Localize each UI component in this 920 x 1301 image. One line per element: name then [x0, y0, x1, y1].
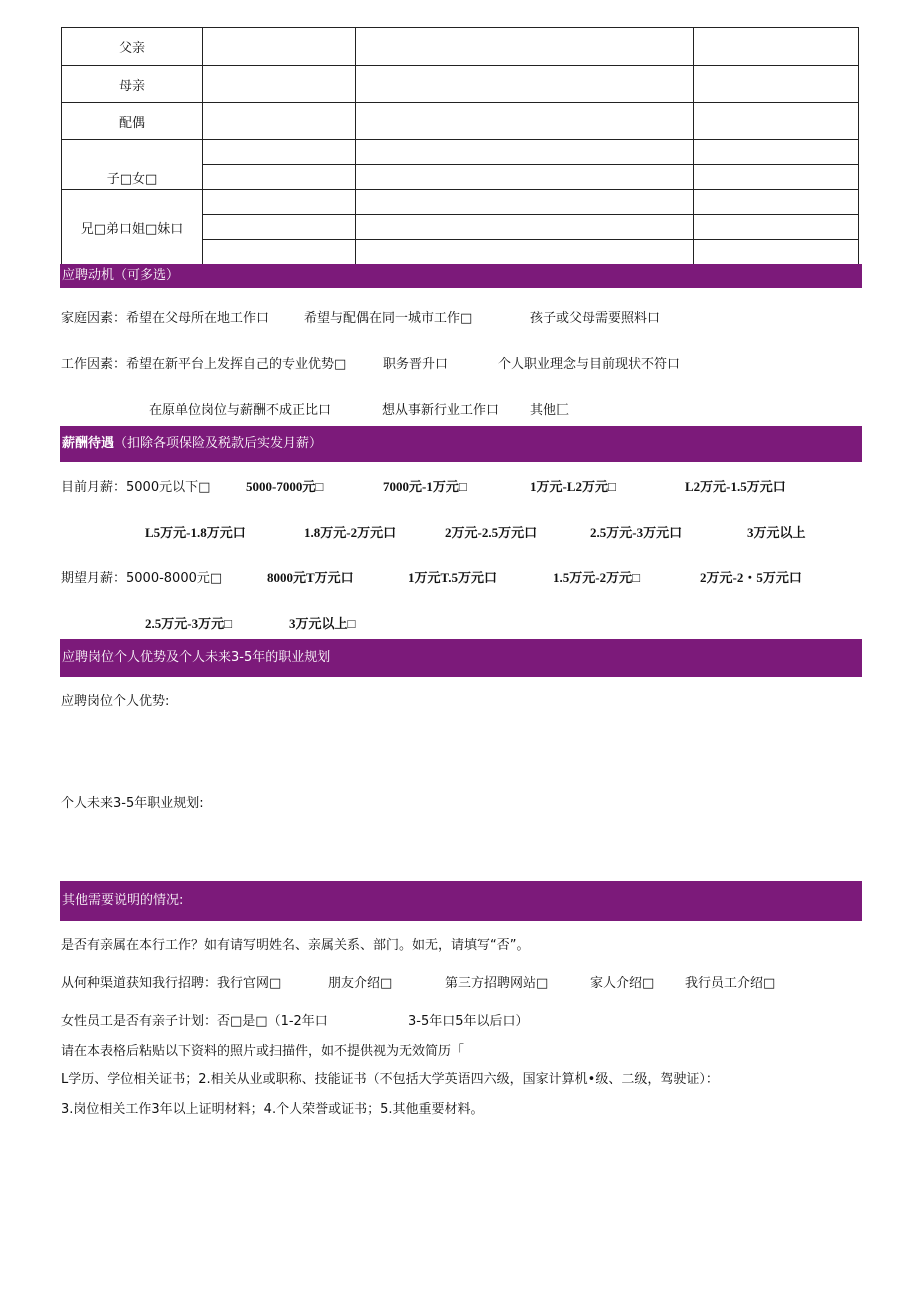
motivation-option[interactable]: 家庭因素：希望在父母所在地工作口: [61, 311, 270, 326]
salary-header-title: 薪酬待遇: [62, 436, 115, 451]
expected-salary-option[interactable]: 期望月薪：5000-8000元□: [61, 571, 223, 586]
table-cell[interactable]: [203, 66, 356, 103]
career-header-text: 应聘岗位个人优势及个人未来3-5年的职业规划: [62, 650, 331, 665]
row-label-siblings: 兄□弟口姐□妹口: [62, 190, 203, 265]
parent-plan-question[interactable]: 女性员工是否有亲子计划：否□是□（1-2年口: [61, 1014, 328, 1029]
table-cell[interactable]: [203, 240, 356, 265]
channel-option[interactable]: 我行员工介绍□: [685, 976, 776, 991]
motivation-header-text: 应聘动机（可多选）: [62, 268, 180, 283]
family-table: [61, 27, 859, 265]
motivation-option[interactable]: 在原单位岗位与薪酬不成正比口: [149, 403, 332, 418]
advantage-label: 应聘岗位个人优势:: [61, 694, 170, 709]
table-cell[interactable]: [694, 140, 859, 165]
attachment-list-2: 3.岗位相关工作3年以上证明材料；4.个人荣誉或证书；5.其他重要材料。: [61, 1102, 484, 1117]
table-cell[interactable]: [356, 28, 694, 66]
channel-option[interactable]: 从何种渠道获知我行招聘：我行官网□: [61, 976, 282, 991]
table-cell[interactable]: [203, 190, 356, 215]
attachment-note: 请在本表格后粘贴以下资料的照片或扫描件，如不提供视为无效简历「: [61, 1044, 465, 1059]
table-cell[interactable]: [694, 165, 859, 190]
row-label-spouse: 配偶: [62, 103, 203, 140]
table-cell[interactable]: [356, 190, 694, 215]
table-cell[interactable]: [203, 215, 356, 240]
career-header: [60, 639, 862, 677]
current-salary-option[interactable]: 1万元-L2万元□: [530, 479, 616, 494]
current-salary-option[interactable]: 1.8万元-2万元口: [304, 525, 397, 540]
row-label-children: 子□女□: [62, 140, 203, 190]
current-salary-option[interactable]: L2万元-1.5万元口: [685, 479, 786, 494]
table-cell[interactable]: [356, 66, 694, 103]
current-salary-option[interactable]: 2万元-2.5万元口: [445, 525, 538, 540]
table-cell[interactable]: [356, 240, 694, 265]
other-header: [60, 881, 862, 921]
current-salary-option[interactable]: 目前月薪：5000元以下□: [61, 480, 211, 495]
motivation-option[interactable]: 工作因素：希望在新平台上发挥自己的专业优势□: [61, 357, 347, 372]
expected-salary-option[interactable]: 8000元T万元口: [267, 570, 354, 585]
table-cell[interactable]: [203, 28, 356, 66]
expected-salary-option[interactable]: 1.5万元-2万元□: [553, 570, 640, 585]
table-cell[interactable]: [356, 165, 694, 190]
row-label-father: 父亲: [62, 28, 203, 66]
salary-header-note: （扣除各项保险及税款后实发月薪）: [114, 436, 323, 451]
table-cell[interactable]: [694, 240, 859, 265]
salary-header: [60, 426, 862, 462]
table-cell[interactable]: [694, 190, 859, 215]
expected-salary-option[interactable]: 1万元T.5万元口: [408, 570, 497, 585]
table-cell[interactable]: [203, 103, 356, 140]
channel-option[interactable]: 家人介绍□: [590, 976, 655, 991]
current-salary-option[interactable]: 2.5万元-3万元口: [590, 525, 683, 540]
expected-salary-option[interactable]: 2.5万元-3万元□: [145, 616, 232, 631]
motivation-option[interactable]: 孩子或父母需要照料口: [530, 311, 661, 326]
motivation-option[interactable]: 想从事新行业工作口: [382, 403, 500, 418]
table-cell[interactable]: [356, 215, 694, 240]
motivation-option[interactable]: 希望与配偶在同一城市工作□: [304, 311, 473, 326]
table-cell[interactable]: [694, 28, 859, 66]
motivation-header: [60, 264, 862, 288]
table-cell[interactable]: [694, 103, 859, 140]
motivation-option[interactable]: 其他匚: [530, 403, 570, 418]
row-label-mother: 母亲: [62, 66, 203, 103]
current-salary-option[interactable]: L5万元-1.8万元口: [145, 525, 246, 540]
channel-option[interactable]: 朋友介绍□: [328, 976, 393, 991]
table-cell[interactable]: [203, 140, 356, 165]
attachment-list-1: L学历、学位相关证书；2.相关从业或职称、技能证书（不包括大学英语四六级，国家计算机•级、二级，驾驶证）：: [61, 1072, 719, 1087]
current-salary-option[interactable]: 3万元以上: [747, 525, 806, 540]
other-header-text: 其他需要说明的情况:: [62, 893, 184, 908]
motivation-option[interactable]: 个人职业理念与目前现状不符口: [498, 357, 681, 372]
table-cell[interactable]: [356, 140, 694, 165]
table-cell[interactable]: [694, 66, 859, 103]
expected-salary-option[interactable]: 3万元以上□: [289, 616, 356, 631]
plan-label: 个人未来3-5年职业规划:: [61, 796, 204, 811]
current-salary-option[interactable]: 7000元-1万元□: [383, 479, 467, 494]
parent-plan-options[interactable]: 3-5年口5年以后口）: [408, 1014, 529, 1029]
table-cell[interactable]: [356, 103, 694, 140]
channel-option[interactable]: 第三方招聘网站□: [445, 976, 549, 991]
motivation-option[interactable]: 职务晋升口: [383, 357, 449, 372]
table-cell[interactable]: [694, 215, 859, 240]
table-cell[interactable]: [203, 165, 356, 190]
relatives-question: 是否有亲属在本行工作？如有请写明姓名、亲属关系、部门。如无，请填写“否”。: [61, 938, 530, 953]
current-salary-option[interactable]: 5000-7000元□: [246, 479, 324, 494]
expected-salary-option[interactable]: 2万元-2・5万元口: [700, 570, 802, 585]
